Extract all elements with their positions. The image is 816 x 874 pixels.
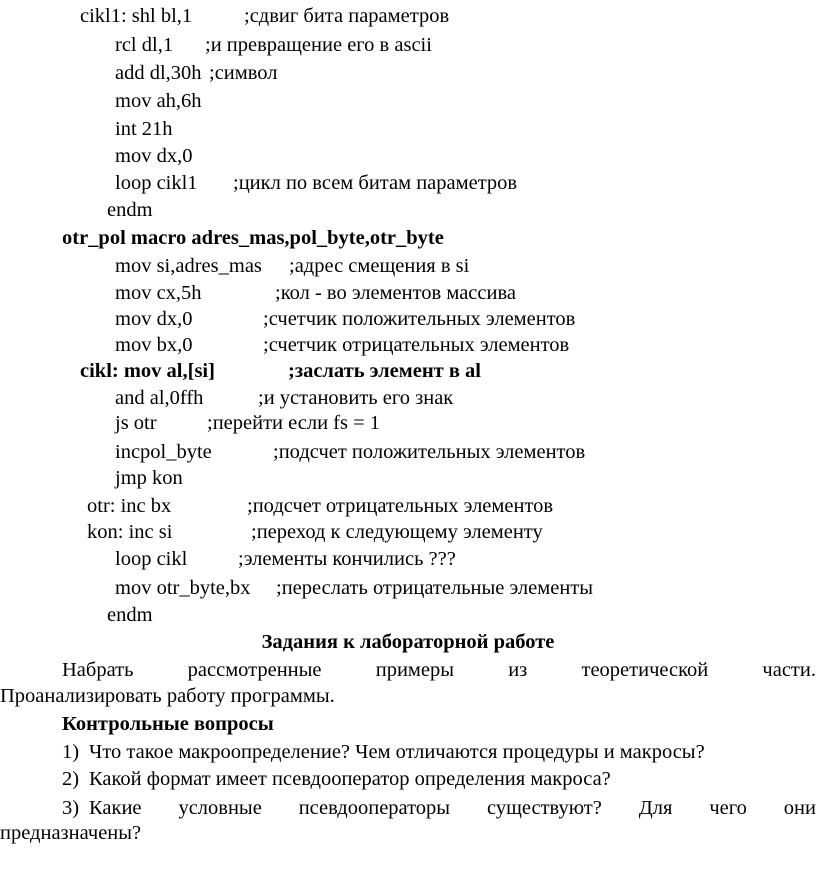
questions-heading: Контрольные вопросы xyxy=(62,713,274,735)
code-line: int 21h xyxy=(115,118,173,140)
code-line: rcl dl,1 ;и превращение его в ascii xyxy=(115,34,432,56)
question-number: 3) xyxy=(62,797,80,819)
code-line: add dl,30h ;символ xyxy=(115,62,278,84)
loop-label-line: cikl: mov al,[si] ;заслать элемент в al xyxy=(80,360,481,382)
question-number: 2) xyxy=(62,768,80,790)
tasks-heading: Задания к лабораторной работе xyxy=(261,631,555,653)
code-line: mov si,adres_mas ;адрес смещения в si xyxy=(115,255,470,277)
code-line: mov cx,5h ;кол - во элементов массива xyxy=(115,282,516,304)
code-line: jmp kon xyxy=(115,467,183,489)
code-line: mov ah,6h xyxy=(115,90,202,112)
code-line: mov bx,0 ;счетчик отрицательных элементов xyxy=(115,334,570,356)
code-line: endm xyxy=(107,199,153,221)
code-line: endm xyxy=(107,604,153,626)
code-line: loop cikl ;элементы кончились ??? xyxy=(115,548,456,570)
question-item xyxy=(62,740,816,764)
code-line: mov dx,0 xyxy=(115,145,193,167)
macro-header: otr_pol macro adres_mas,pol_byte,otr_byte xyxy=(62,227,444,249)
code-line: otr: inc bx ;подсчет отрицательных элементов xyxy=(87,495,554,517)
code-line: js otr ;перейти если fs = 1 xyxy=(115,412,381,434)
question-text: Какой формат имеет псевдооператор определения макроса? xyxy=(89,768,611,790)
question-text: Что такое макроопределение? Чем отличаются процедуры и макросы? xyxy=(89,741,705,763)
code-line: kon: inc si ;переход к следующему элементу xyxy=(87,521,543,543)
code-line: incpol_byte ;подсчет положительных элементов xyxy=(115,441,586,463)
code-line: loop cikl1 ;цикл по всем битам параметров xyxy=(115,172,518,194)
code-line: and al,0ffh ;и установить его знак xyxy=(115,387,454,409)
question-text: Какие условные псевдооператоры существуют? Для чего они xyxy=(89,797,816,819)
question-item xyxy=(62,767,816,791)
tasks-text-line1: Набрать рассмотренные примеры из теоретической части. xyxy=(62,659,816,681)
code-line: cikl1: shl bl,1 ;сдвиг бита параметров xyxy=(80,5,450,27)
code-line: mov dx,0 ;счетчик положительных элементов xyxy=(115,308,576,330)
question-text-continued: предназначены? xyxy=(0,822,142,844)
code-line: mov otr_byte,bx ;переслать отрицательные элементы xyxy=(115,577,594,599)
question-item xyxy=(62,796,816,820)
tasks-text-line2: Проанализировать работу программы. xyxy=(0,685,335,707)
question-number: 1) xyxy=(62,741,80,763)
